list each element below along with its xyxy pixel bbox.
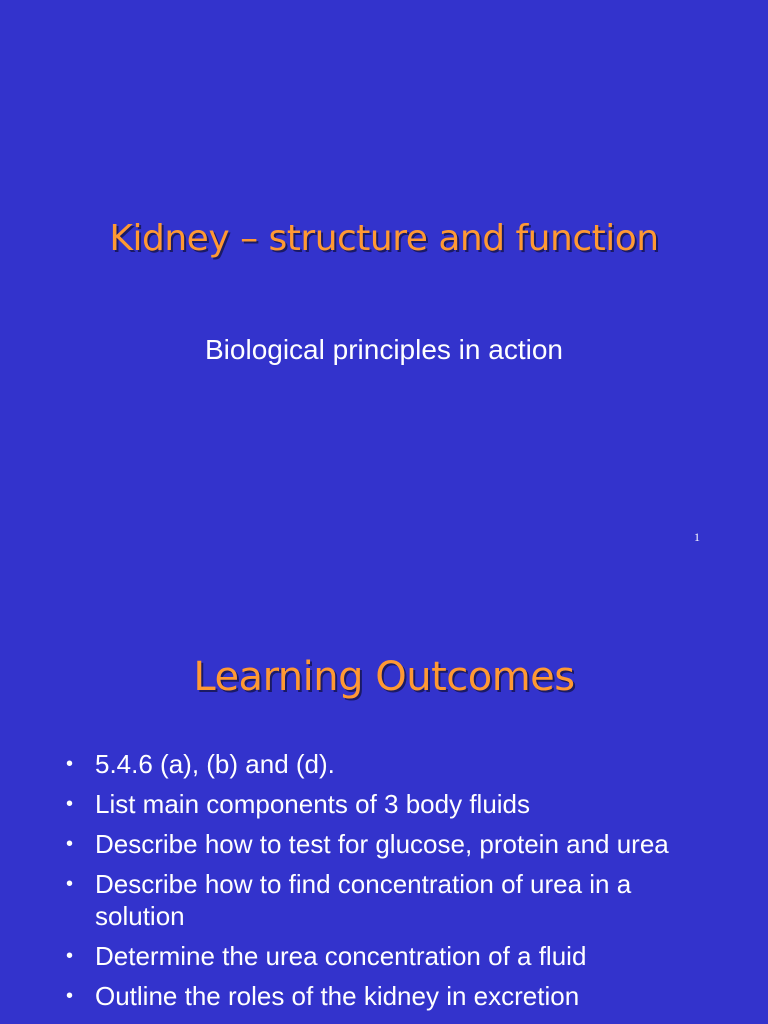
list-item-text: Determine the urea concentration of a fluid bbox=[95, 941, 587, 971]
list-item bbox=[66, 748, 706, 780]
list-item bbox=[66, 940, 706, 972]
list-item-text: Describe how to test for glucose, protein and urea bbox=[95, 829, 669, 859]
slide-title: Learning Outcomes bbox=[193, 654, 575, 700]
bullet-icon: • bbox=[66, 873, 74, 895]
page-number: 1 bbox=[694, 530, 700, 544]
bullet-list bbox=[66, 748, 706, 1020]
list-item bbox=[66, 980, 706, 1012]
list-item-text: Describe how to find concentration of urea in a solution bbox=[95, 869, 632, 931]
list-item bbox=[66, 868, 706, 932]
list-item bbox=[66, 788, 706, 820]
slide-subtitle: Biological principles in action bbox=[205, 334, 563, 365]
bullet-icon: • bbox=[66, 985, 74, 1007]
slide-title: Kidney – structure and function bbox=[109, 218, 659, 259]
bullet-icon: • bbox=[66, 793, 74, 815]
bullet-icon: • bbox=[66, 753, 74, 775]
bullet-icon: • bbox=[66, 945, 74, 967]
list-item-text: 5.4.6 (a), (b) and (d). bbox=[95, 749, 335, 779]
list-item bbox=[66, 828, 706, 860]
bullet-icon: • bbox=[66, 833, 74, 855]
learning-outcomes-slide bbox=[0, 576, 768, 1024]
list-item-text: Outline the roles of the kidney in excretion bbox=[95, 981, 580, 1011]
list-item-text: List main components of 3 body fluids bbox=[95, 789, 531, 819]
